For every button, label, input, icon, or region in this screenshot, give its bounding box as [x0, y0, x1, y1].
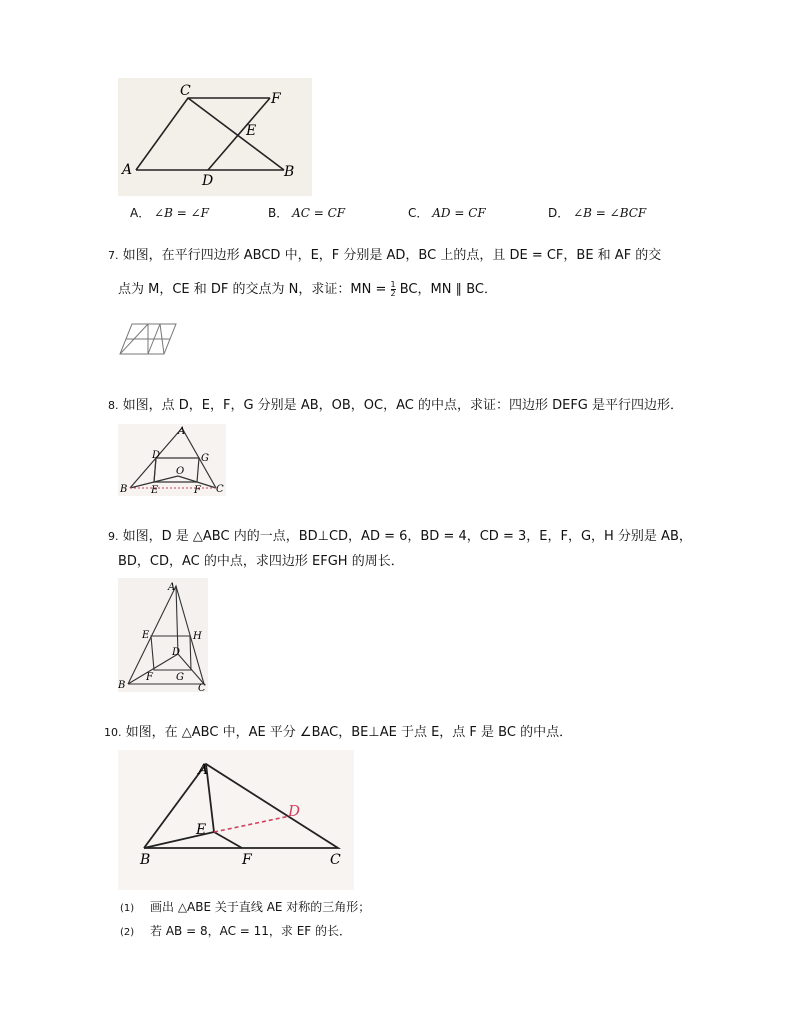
q6-option-c-letter: C． — [408, 206, 429, 220]
q9-label-f: F — [146, 672, 153, 683]
q6-option-b-letter: B． — [268, 206, 289, 220]
q9-label-h: H — [193, 631, 202, 642]
q9-label-a: A — [168, 582, 176, 593]
q10-sub2-text: 若 AB = 8，AC = 11，求 EF 的长． — [150, 924, 352, 938]
q6-label-b: B — [284, 164, 295, 180]
q7-text-line2-post: BC，MN ∥ BC． — [399, 282, 497, 297]
q9-label-d: D — [172, 647, 181, 658]
q6-label-a: A — [122, 162, 133, 178]
q8-number: 8. — [108, 399, 119, 412]
q10-label-e: E — [196, 822, 207, 838]
q8-label-e: E — [151, 485, 159, 496]
q6-figure — [118, 78, 312, 196]
q6-option-d-text: ∠B = ∠BCF — [573, 206, 647, 220]
q9-label-c: C — [198, 683, 206, 692]
q6-option-d-letter: D． — [548, 206, 570, 220]
q8-label-b: B — [120, 484, 128, 495]
q8-line1 — [108, 397, 683, 415]
q6-label-d: D — [202, 173, 214, 189]
q10-number: 10. — [104, 726, 122, 739]
q7-line2 — [118, 281, 497, 299]
q6-option-c — [408, 204, 486, 221]
q6-option-d — [548, 204, 646, 221]
q6-label-e: E — [246, 123, 257, 139]
q6-option-a-text: ∠B = ∠F — [154, 206, 209, 220]
q10-sub2 — [120, 922, 351, 942]
q6-option-b-text: AC = CF — [292, 206, 346, 220]
q6-label-c: C — [180, 83, 191, 99]
q9-text-line2: BD，CD，AC 的中点，求四边形 EFGH 的周长． — [118, 554, 404, 569]
q8-label-o: O — [176, 466, 185, 477]
q8-label-c: C — [216, 484, 224, 495]
q9-label-e: E — [142, 630, 150, 641]
q7-number: 7. — [108, 249, 119, 262]
q8-label-d: D — [152, 450, 161, 461]
q9-label-g: G — [176, 672, 184, 683]
q10-label-a: A — [198, 762, 209, 778]
q7-text-line1: 如图，在平行四边形 ABCD 中，E，F 分别是 AD，BC 上的点，且 DE = CF，BE 和 AF 的交 — [122, 248, 662, 263]
q9-text-line1: 如图，D 是 △ABC 内的一点，BD⊥CD，AD = 6，BD = 4，CD = 3，E，F，G，H 分别是 AB， — [122, 529, 692, 544]
q9-label-b: B — [118, 680, 126, 691]
q8-label-a: A — [178, 426, 186, 437]
q7-text-line2-pre: 点为 M，CE 和 DF 的交点为 N，求证：MN = — [118, 282, 387, 297]
q7-fraction-den: 2 — [390, 289, 396, 298]
q10-text-line1: 如图，在 △ABC 中，AE 平分 ∠BAC，BE⊥AE 于点 E，点 F 是 BC 的中点． — [125, 725, 573, 740]
q10-sub1 — [120, 898, 370, 918]
q6-option-a — [130, 204, 209, 221]
q7-fraction-num: 1 — [390, 280, 396, 289]
q10-label-f: F — [242, 852, 252, 868]
q8-text-line1: 如图，点 D，E，F，G 分别是 AB，OB，OC，AC 的中点，求证：四边形 DEFG 是平行四边形． — [122, 398, 683, 413]
q6-label-f: F — [271, 91, 281, 107]
q6-option-c-text: AD = CF — [432, 206, 486, 220]
q10-label-c: C — [330, 852, 341, 868]
q10-label-b: B — [140, 852, 151, 868]
q10-sub1-text: 画出 △ABE 关于直线 AE 对称的三角形； — [150, 900, 371, 914]
q6-option-a-letter: A． — [130, 206, 151, 220]
q10-line1 — [104, 724, 572, 742]
q8-figure — [118, 424, 226, 496]
q7-figure — [118, 320, 180, 360]
q9-figure — [118, 578, 208, 692]
q9-line2 — [118, 553, 404, 571]
q9-number: 9. — [108, 530, 119, 543]
q7-fraction — [391, 281, 396, 298]
q10-sub1-number: (1) — [120, 903, 135, 914]
q10-figure — [118, 750, 354, 890]
q6-option-b — [268, 204, 345, 221]
q8-label-f: F — [194, 485, 201, 496]
q10-label-d: D — [288, 802, 301, 820]
q7-line1 — [108, 247, 661, 265]
q8-label-g: G — [201, 453, 209, 464]
q9-line1 — [108, 528, 692, 546]
q10-sub2-number: (2) — [120, 927, 135, 938]
